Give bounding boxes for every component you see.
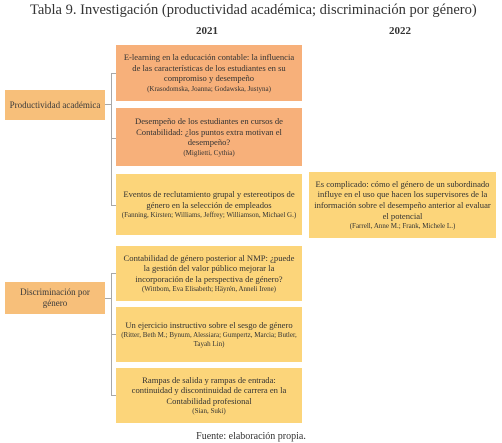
item-authors: (Fanning, Kirsten; Williams, Jeffrey; Williamson, Michael G.) [121,211,297,220]
item-authors: (Ritter, Beth M.; Bynum, Alessiara; Gumpertz, Marcia; Butler, Tayah Lin) [121,331,297,349]
research-item-box [309,172,496,238]
item-title: Contabilidad de género posterior al NMP: ¿puede la gestión del valor público mejorar la incorporación de la perspectiva de género? [123,252,295,284]
item-title: Eventos de reclutamiento grupal y estereotipos de género en la selección de empleados [123,188,295,210]
table-title: Tabla 9. Investigación (productividad académica; discriminación por género) [30,2,477,18]
category-productividad-academica: Productividad académica [5,90,105,120]
item-authors: (Krasodomska, Joanna; Godawska, Justyna) [147,84,271,93]
item-title: Es complicado: cómo el género de un subordinado influye en el uso que hacen los supervisores de la información sobre el desempeño anterior al evaluar el potencial [314,178,491,221]
research-item-box [116,45,302,101]
item-authors: (Miglietti, Cythia) [183,148,235,157]
research-item-box [116,307,302,362]
item-title: Un ejercicio instructivo sobre el sesgo de género [125,319,293,330]
item-authors: (Sian, Suki) [192,407,226,416]
item-title: Desempeño de los estudiantes en cursos de Contabilidad: ¿los puntos extra motivan el desempeño? [135,116,283,148]
source-note: Fuente: elaboración propia. [196,431,306,442]
research-item-box [116,368,302,423]
item-authors: (Farrell, Anne M.; Frank, Michele L.) [349,222,456,231]
connector-line [111,73,112,206]
item-title: Rampas de salida y rampas de entrada: continuidad y discontinuidad de carrera en la Contabilidad profesional [131,374,287,406]
item-title: E-learning en la educación contable: la influencia de las características de los estudiantes en su compromiso y desempeño [123,52,295,84]
research-item-box [116,174,302,235]
year-2022-header: 2022 [389,25,411,37]
research-item-box [116,108,302,166]
year-2021-header: 2021 [196,25,218,37]
item-authors: (Wittbom, Eva Elisabeth; Häyrén, Anneli Irene) [141,285,277,294]
research-item-box [116,246,302,301]
category-discriminacion-genero: Discriminación por género [5,282,105,314]
